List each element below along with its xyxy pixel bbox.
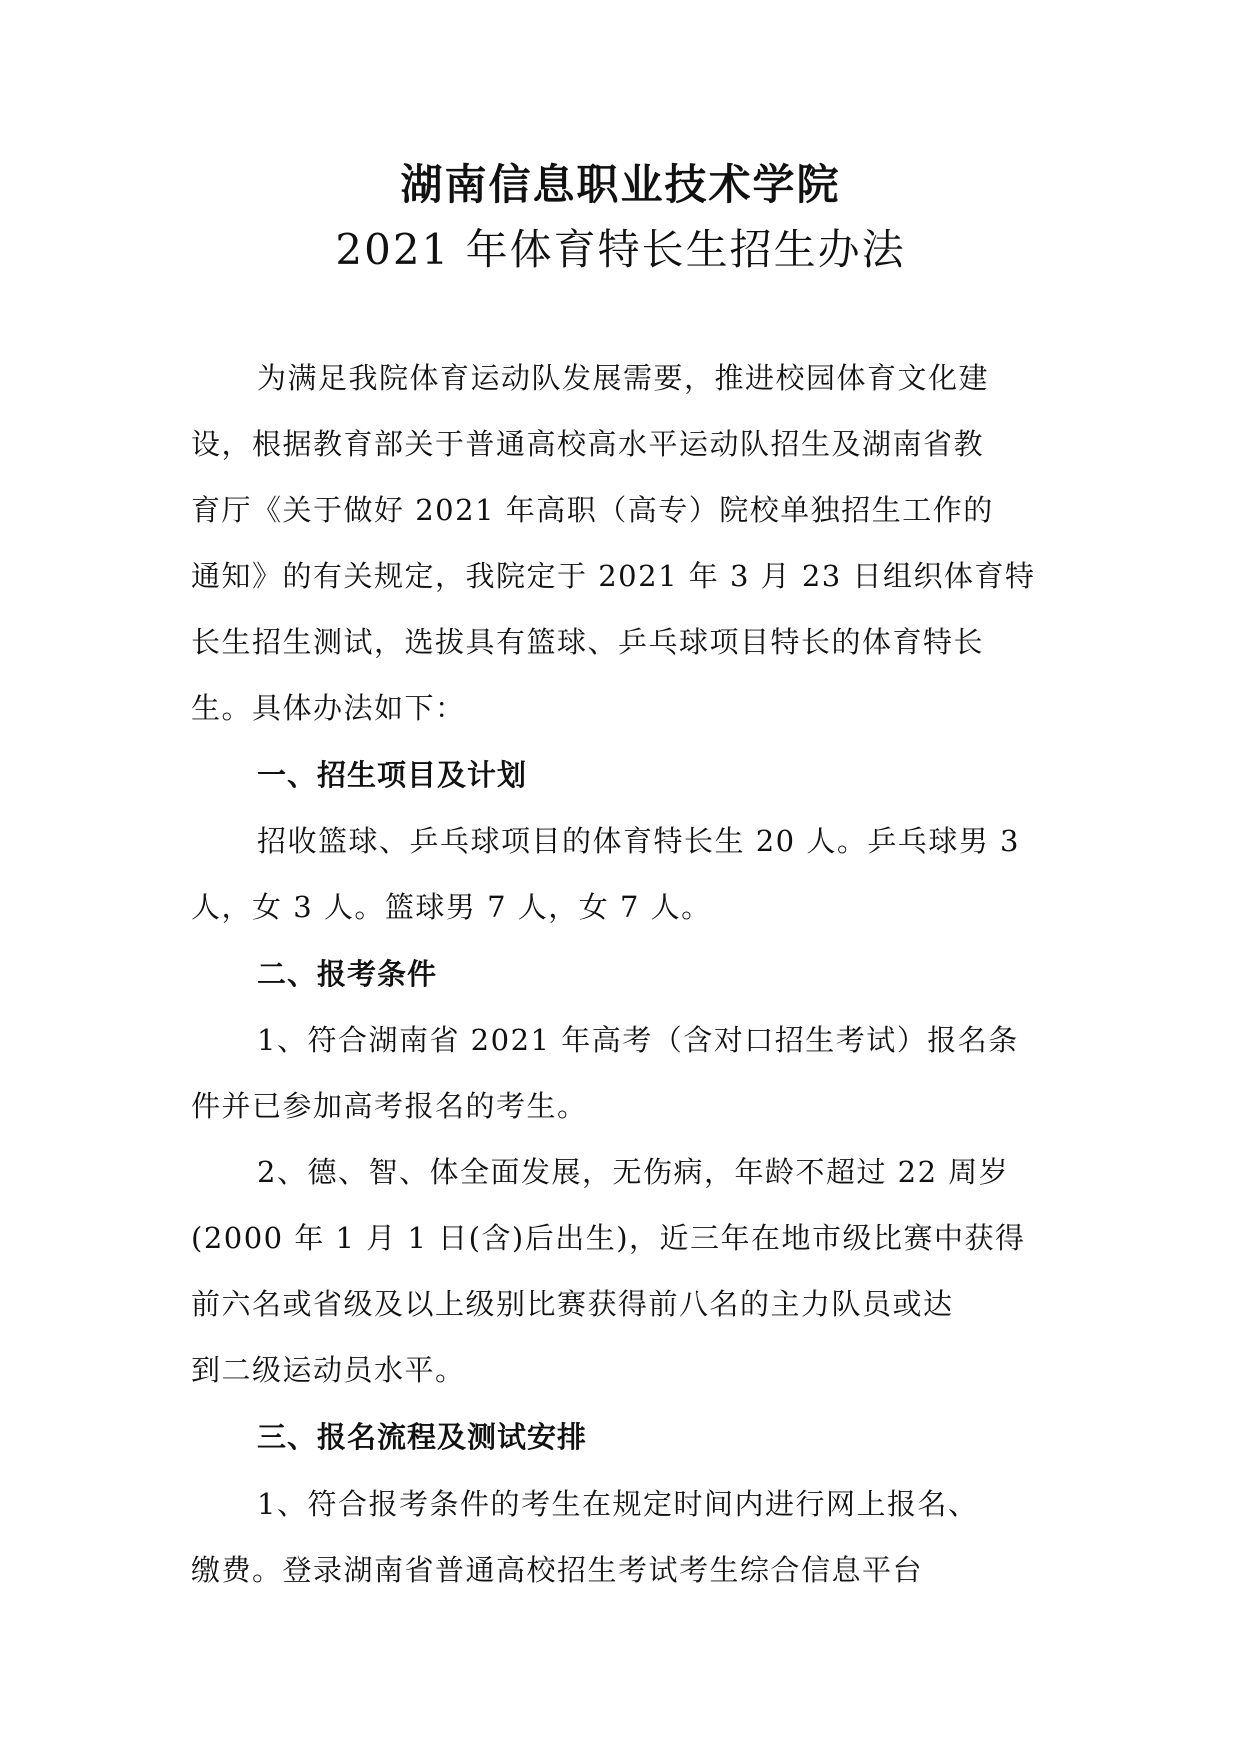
section-line: 招收篮球、乒乓球项目的体育特长生 20 人。乒乓球男 3 xyxy=(257,824,1021,858)
section-line: 缴费。登录湖南省普通高校招生考试考生综合信息平台 xyxy=(191,1553,924,1587)
section-line: 到二级运动员水平。 xyxy=(191,1353,466,1387)
section-line: 人，女 3 人。篮球男 7 人，女 7 人。 xyxy=(191,890,712,924)
intro-line: 育厅《关于做好 2021 年高职（高专）院校单独招生工作的 xyxy=(191,493,994,527)
section-line: 前六名或省级及以上级别比赛获得前八名的主力队员或达 xyxy=(191,1287,954,1321)
section-line: 件并已参加高考报名的考生。 xyxy=(191,1089,588,1123)
intro-line: 长生招生测试，选拔具有篮球、乒乓球项目特长的体育特长 xyxy=(191,625,985,659)
intro-line: 通知》的有关规定，我院定于 2021 年 3 月 23 日组织体育特 xyxy=(191,559,1036,593)
document-title-line2: 2021 年体育特长生招生办法 xyxy=(335,225,906,274)
intro-line: 设，根据教育部关于普通高校高水平运动队招生及湖南省教 xyxy=(191,427,985,461)
section-heading: 三、报名流程及测试安排 xyxy=(257,1420,588,1454)
section-line: 1、符合报考条件的考生在规定时间内进行网上报名、 xyxy=(257,1487,979,1521)
section-line: (2000 年 1 月 1 日(含)后出生)，近三年在地市级比赛中获得 xyxy=(191,1221,1026,1255)
section-heading: 二、报考条件 xyxy=(257,957,438,991)
document-title-line1: 湖南信息职业技术学院 xyxy=(400,160,841,209)
section-line: 1、符合湖南省 2021 年高考（含对口招生考试）报名条 xyxy=(257,1023,1019,1057)
section-line: 2、德、智、体全面发展，无伤病，年龄不超过 22 周岁 xyxy=(257,1155,1010,1189)
intro-line: 生。具体办法如下： xyxy=(191,691,466,725)
intro-line: 为满足我院体育运动队发展需要，推进校园体育文化建 xyxy=(257,361,990,395)
section-heading: 一、招生项目及计划 xyxy=(257,758,528,792)
